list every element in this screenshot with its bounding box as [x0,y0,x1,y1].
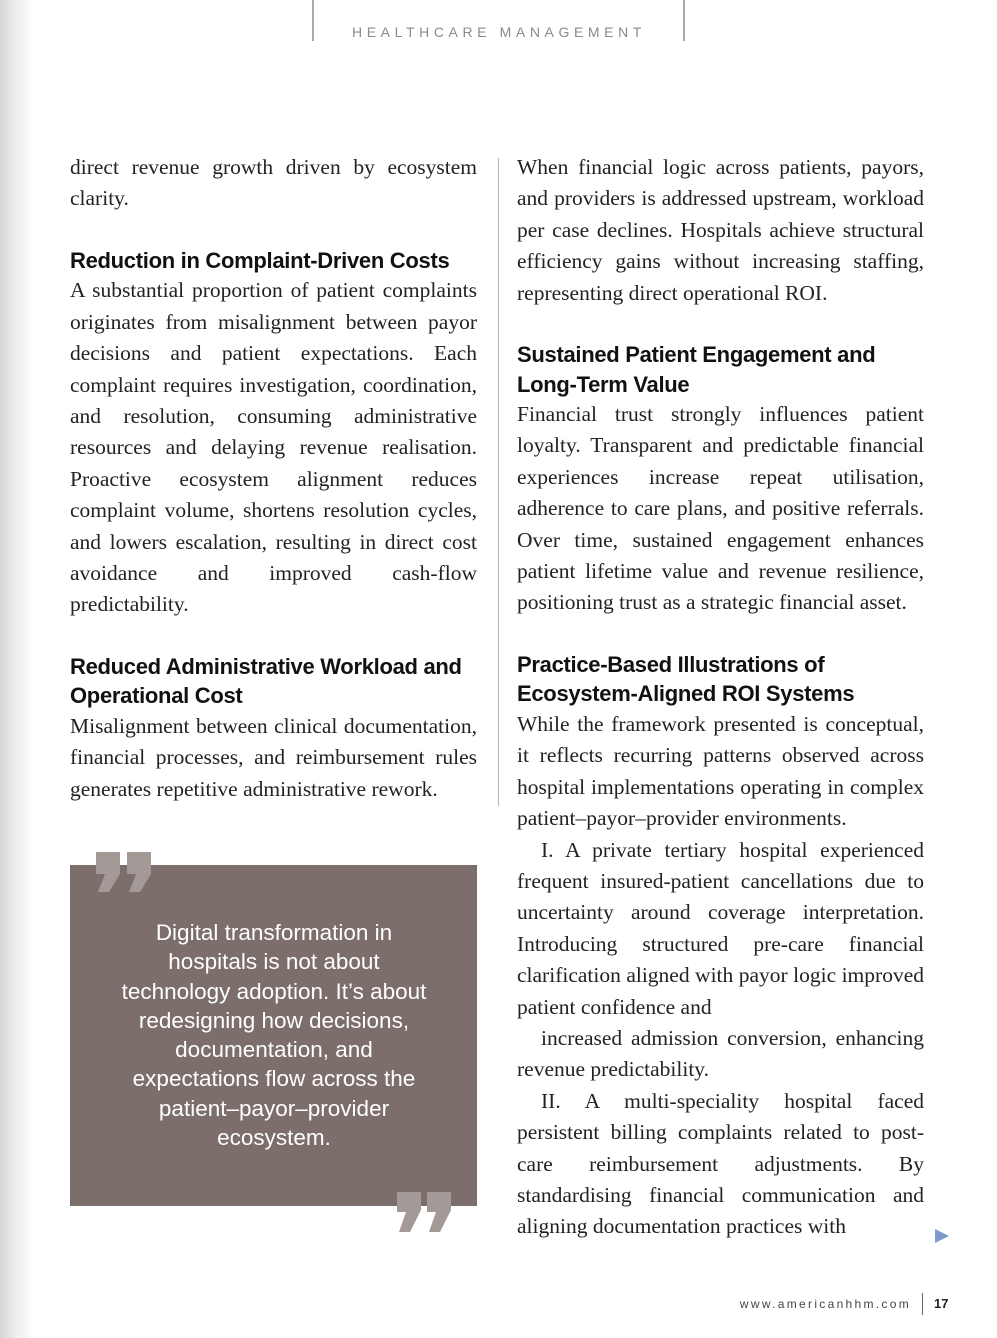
section-heading-practice-illustrations: Practice-Based Illustrations of Ecosystem-Aligned ROI Systems [517,651,855,707]
section-heading-complaint-costs: Reduction in Complaint-Driven Costs [70,247,450,273]
illustration-two-paragraph: II. A multi-speciality hospital faced persistent billing complaints related to post-care reimbursement adjustments. By standardising financial communication and aligning documentation practices with [517,1088,924,1239]
section-heading-admin-workload: Reduced Administrative Workload and Operational Cost [70,653,462,709]
section-body-patient-engagement: Financial trust strongly influences patient loyalty. Transparent and predictable financial experiences increase repeat utilisation, adherence to care plans, and positive referrals. Over time, sustained engagement enhances patient lifetime value and revenue resilience, positioning trust as a strategic financial asset. [517,402,924,615]
continuation-paragraph-right: When financial logic across patients, payors, and providers is addressed upstream, workload per case declines. Hospitals achieve structural efficiency gains without increasing staffing, representing direct operational ROI. [517,155,924,305]
pull-quote-text: Digital transformation in hospitals is not about technology adoption. It’s about redesigning how decisions, documentation, and expectations flow across the patient–payor–provider ecosystem. [121,920,427,1151]
right-column [517,152,924,1243]
footer-website: www.americanhhm.com [739,1297,911,1311]
illustration-one-continued: increased admission conversion, enhancing revenue predictability. [517,1025,924,1082]
footer-rule [922,1293,923,1315]
page-spine-shadow [0,0,34,1338]
close-quote-icon [394,1190,454,1234]
left-column [70,152,477,805]
continue-arrow-icon [934,1228,950,1249]
section-heading-patient-engagement: Sustained Patient Engagement and Long-Term Value [517,342,876,397]
section-body-complaint-costs: A substantial proportion of patient complaints originates from misalignment between payor decisions and patient expectations. Each complaint requires investigation, coordination, and resolution, consuming administrative resources and delaying revenue realisation. Proactive ecosystem alignment reduces complaint volume, shortens resolution cycles, and lowers escalation, resulting in direct cost avoidance and improved cash-flow predictability. [70,278,477,617]
section-body-admin-workload: Misalignment between clinical documentation, financial processes, and reimbursement rules generates repetitive administrative rework. [70,713,477,801]
illustration-one-paragraph: I. A private tertiary hospital experienced frequent insured-patient cancellations due to uncertainty around coverage interpretation. Introducing structured pre-care financial clarification aligned with payor logic improved patient confidence and [517,837,924,1019]
continuation-paragraph: direct revenue growth driven by ecosystem clarity. [70,155,477,211]
page-number: 17 [934,1296,949,1311]
section-header: HEALTHCARE MANAGEMENT [352,24,646,40]
header-rule-right [683,0,685,41]
column-divider [498,158,499,806]
illustrations-intro-paragraph: While the framework presented is conceptual, it reflects recurring patterns observed across hospital implementations operating in complex patient–payor–provider environments. [517,711,924,831]
open-quote-icon [94,850,154,894]
